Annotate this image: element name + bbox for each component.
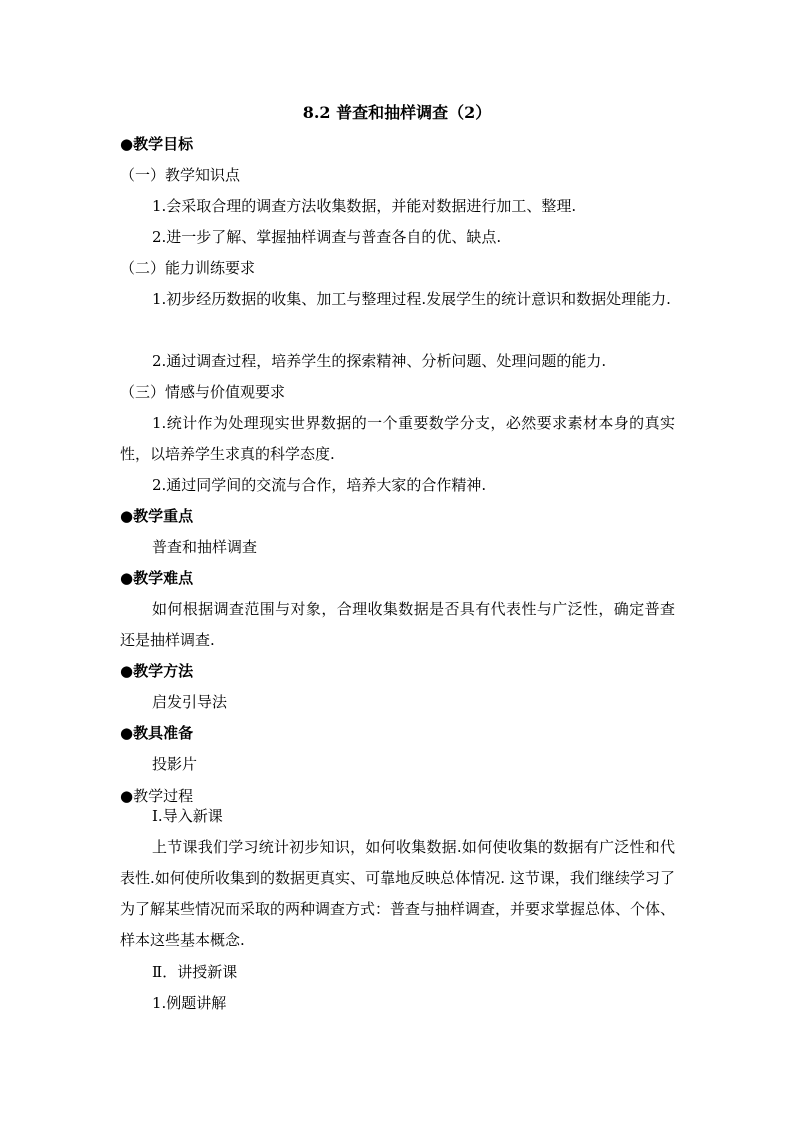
tools-text: 投影片 bbox=[152, 755, 198, 773]
section-heading-process: ●教学过程 bbox=[120, 787, 194, 805]
ability-item-2: 2.通过调查过程，培养学生的探索精神、分析问题、处理问题的能力. bbox=[152, 352, 607, 370]
process-step-1-heading: Ⅰ.导入新课 bbox=[152, 807, 223, 825]
key-points-text: 普查和抽样调查 bbox=[152, 538, 258, 556]
method-text: 启发引导法 bbox=[152, 693, 228, 711]
process-step-1-text: 上节课我们学习统计初步知识，如何收集数据.如何使收集的数据有广泛性和代表性.如何使所收集到的数据更真实、可靠地反映总体情况. 这节课，我们继续学习了为了解某些情况而采取的两种调查方式：普查与抽样调查，并要求掌握总体、个体、样本这些基本概念. bbox=[120, 838, 676, 949]
ability-item-1: 1.初步经历数据的收集、加工与整理过程.发展学生的统计意识和数据处理能力. bbox=[152, 290, 671, 308]
process-step-2-item-1: 1.例题讲解 bbox=[152, 994, 227, 1012]
section-heading-difficulties: ●教学难点 bbox=[120, 569, 194, 587]
section-heading-key-points: ●教学重点 bbox=[120, 507, 194, 525]
subheading-ability: （二）能力训练要求 bbox=[120, 259, 256, 277]
section-heading-tools: ●教具准备 bbox=[120, 724, 194, 742]
values-item-2: 2.通过同学间的交流与合作，培养大家的合作精神. bbox=[152, 476, 487, 494]
process-step-2-heading: Ⅱ．讲授新课 bbox=[152, 963, 238, 981]
subheading-values: （三）情感与价值观要求 bbox=[120, 383, 286, 401]
subheading-knowledge: （一）教学知识点 bbox=[120, 166, 241, 184]
knowledge-item-2: 2.进一步了解、掌握抽样调查与普查各自的优、缺点. bbox=[152, 228, 502, 246]
section-heading-method: ●教学方法 bbox=[120, 662, 194, 680]
difficulties-text: 如何根据调查范围与对象，合理收集数据是否具有代表性与广泛性，确定普查还是抽样调查. bbox=[120, 600, 675, 649]
page-title: 8.2 普查和抽样调查（2） bbox=[302, 103, 492, 122]
section-heading-goals: ●教学目标 bbox=[120, 135, 194, 153]
knowledge-item-1: 1.会采取合理的调查方法收集数据，并能对数据进行加工、整理. bbox=[152, 197, 577, 215]
values-item-1: 1.统计作为处理现实世界数据的一个重要数学分支，必然要求素材本身的真实性，以培养学生求真的科学态度. bbox=[120, 414, 675, 463]
